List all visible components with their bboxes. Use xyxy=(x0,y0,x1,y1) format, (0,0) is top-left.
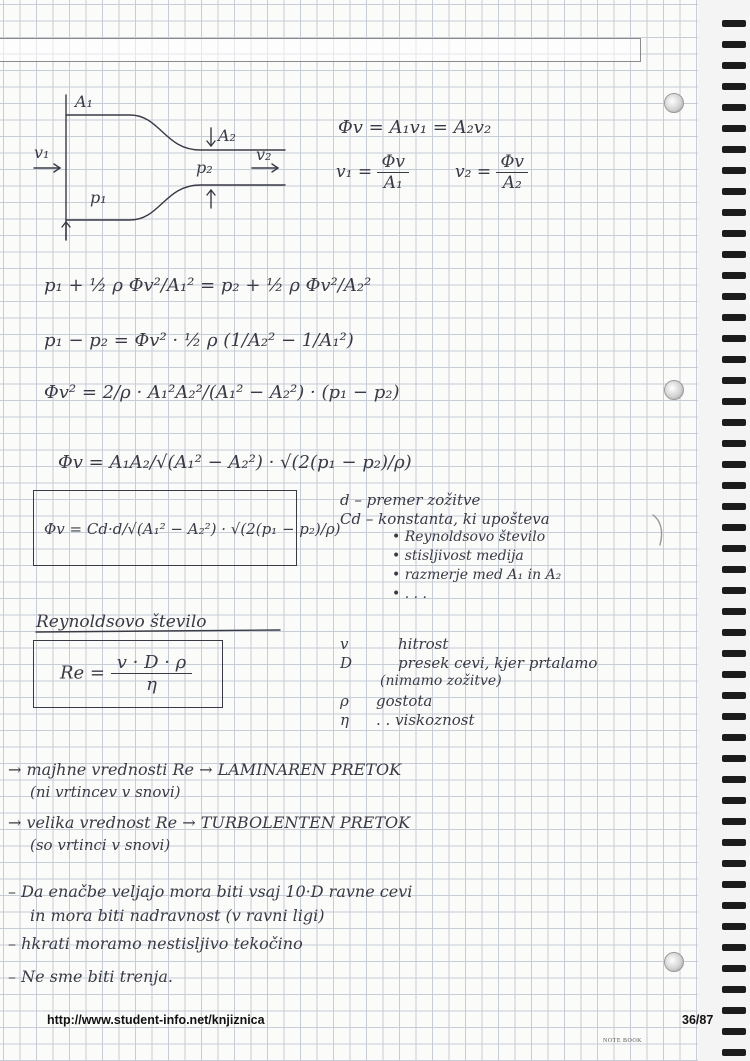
spiral-tooth xyxy=(722,314,746,321)
punch-hole-middle xyxy=(664,380,684,400)
label-p2: p₂ xyxy=(196,158,213,177)
spiral-tooth xyxy=(722,608,746,615)
spiral-tooth xyxy=(722,251,746,258)
spiral-tooth xyxy=(722,776,746,783)
spiral-tooth xyxy=(722,1007,746,1014)
spiral-tooth xyxy=(722,965,746,972)
bullet-incompressible: – hkrati moramo nestisljivo tekočino xyxy=(8,934,303,953)
legend-text: . . viskoznost xyxy=(376,711,475,729)
bernoulli-line-4: Φv = A₁A₂/√(A₁² − A₂²) · √(2(p₁ − p₂)/ρ) xyxy=(58,452,412,473)
spiral-tooth xyxy=(722,902,746,909)
v2-fraction xyxy=(496,152,528,193)
v1-equation xyxy=(336,152,409,193)
bullet-straight-pipe: – Da enačbe veljajo mora biti vsaj 10·D ravne cevi xyxy=(8,882,413,901)
bernoulli-line-3: Φv² = 2/ρ · A₁²A₂²/(A₁² − A₂²) · (p₁ − p₂) xyxy=(44,382,400,403)
reynolds-formula xyxy=(60,652,192,695)
spiral-tooth xyxy=(722,20,746,27)
spiral-tooth xyxy=(722,146,746,153)
label-v1: v₁ xyxy=(34,143,50,162)
spiral-tooth xyxy=(722,335,746,342)
label-v2: v₂ xyxy=(256,145,272,164)
spiral-tooth xyxy=(722,713,746,720)
flow-equation: Φv = A₁v₁ = A₂v₂ xyxy=(338,117,492,138)
bullet-straight-pipe-sub: in mora biti nadravnost (v ravni ligi) xyxy=(30,906,325,925)
label-p1: p₁ xyxy=(90,188,107,207)
reynolds-title: Reynoldsovo število xyxy=(36,612,207,632)
spiral-tooth xyxy=(722,272,746,279)
spiral-tooth xyxy=(722,923,746,930)
reynolds-den: η xyxy=(146,674,157,695)
spiral-tooth xyxy=(722,293,746,300)
bullet-turbulent: → velika vrednost Re → TURBOLENTEN PRETOK xyxy=(8,813,411,832)
spiral-tooth xyxy=(722,1049,746,1056)
spiral-tooth xyxy=(722,104,746,111)
spiral-tooth xyxy=(722,419,746,426)
spiral-tooth xyxy=(722,881,746,888)
punch-hole-bottom xyxy=(664,952,684,972)
v1-den: A₁ xyxy=(383,173,403,193)
bernoulli-line-2: p₁ − p₂ = Φv² · ½ ρ (1/A₂² − 1/A₁²) xyxy=(44,330,354,351)
spiral-tooth xyxy=(722,860,746,867)
punch-hole-top xyxy=(664,93,684,113)
spiral-tooth xyxy=(722,587,746,594)
bullet-turbulent-sub: (so vrtinci v snovi) xyxy=(30,836,171,854)
spiral-tooth xyxy=(722,629,746,636)
spiral-tooth xyxy=(722,545,746,552)
spiral-tooth xyxy=(722,818,746,825)
spiral-tooth xyxy=(722,188,746,195)
bullet-laminar: → majhne vrednosti Re → LAMINAREN PRETOK xyxy=(8,760,402,779)
spiral-tooth xyxy=(722,356,746,363)
v1-fraction xyxy=(377,152,409,193)
bullet-laminar-sub: (ni vrtincev v snovi) xyxy=(30,783,181,801)
spiral-tooth xyxy=(722,125,746,132)
bullet-no-friction: – Ne sme biti trenja. xyxy=(8,967,174,986)
note-compressibility: • stisljivost medija xyxy=(392,548,524,564)
spiral-tooth xyxy=(722,377,746,384)
v1-num: Φv xyxy=(377,152,409,173)
spiral-tooth xyxy=(722,503,746,510)
spiral-tooth xyxy=(722,209,746,216)
notebook-brand: NOTE BOOK xyxy=(603,1038,642,1044)
spiral-tooth xyxy=(722,734,746,741)
note-reynolds: • Reynoldsovo število xyxy=(392,529,546,545)
spiral-tooth xyxy=(722,524,746,531)
v2-den: A₂ xyxy=(502,173,522,193)
reynolds-num: v · D · ρ xyxy=(111,652,193,674)
spiral-tooth xyxy=(722,692,746,699)
spiral-tooth xyxy=(722,671,746,678)
spiral-tooth xyxy=(722,398,746,405)
final-formula: Φv = Cd·d/√(A₁² − A₂²) · √(2(p₁ − p₂)/ρ) xyxy=(44,520,341,538)
note-cd: Cd – konstanta, ki upošteva xyxy=(340,510,550,528)
cd-notes xyxy=(340,491,562,605)
reynolds-lhs: Re = xyxy=(60,662,106,684)
v2-num: Φv xyxy=(496,152,528,173)
spiral-tooth xyxy=(722,230,746,237)
spiral-tooth xyxy=(722,650,746,657)
spiral-tooth xyxy=(722,482,746,489)
note-etc: • . . . xyxy=(392,586,427,602)
page-number: 36/87 xyxy=(682,1013,714,1027)
bernoulli-line-1: p₁ + ½ ρ Φv²/A₁² = p₂ + ½ ρ Φv²/A₂² xyxy=(44,275,372,296)
legend-symbol: ρ xyxy=(340,692,349,710)
legend-text: (nimamo zožitve) xyxy=(380,673,502,689)
legend-text: gostota xyxy=(376,692,433,710)
legend-text: presek cevi, kjer prtalamo xyxy=(398,654,598,672)
spiral-tooth xyxy=(722,62,746,69)
v1-lhs: v₁ = xyxy=(336,162,373,182)
label-a1: A₁ xyxy=(75,92,93,111)
note-ratio: • razmerje med A₁ in A₂ xyxy=(392,567,562,583)
spiral-tooth xyxy=(722,461,746,468)
spiral-tooth xyxy=(722,167,746,174)
spiral-tooth xyxy=(722,797,746,804)
spiral-tooth xyxy=(722,83,746,90)
footer-url: http://www.student-info.net/knjiznica xyxy=(47,1013,265,1027)
spiral-tooth xyxy=(722,440,746,447)
spiral-tooth xyxy=(722,1028,746,1035)
spiral-tooth xyxy=(722,839,746,846)
spiral-tooth xyxy=(722,944,746,951)
note-d: d – premer zožitve xyxy=(340,491,481,509)
spiral-tooth xyxy=(722,566,746,573)
legend-text: hitrost xyxy=(398,635,449,653)
legend-symbol: v xyxy=(340,635,349,653)
spiral-tooth xyxy=(722,41,746,48)
legend-symbol: η xyxy=(340,711,349,729)
spiral-tooth xyxy=(722,755,746,762)
v2-lhs: v₂ = xyxy=(455,162,492,182)
label-a2: A₂ xyxy=(218,126,236,145)
squiggle-marks xyxy=(653,515,662,545)
v2-equation xyxy=(455,152,528,193)
reynolds-fraction xyxy=(111,652,193,695)
legend-symbol: D xyxy=(340,654,353,672)
spiral-tooth xyxy=(722,986,746,993)
